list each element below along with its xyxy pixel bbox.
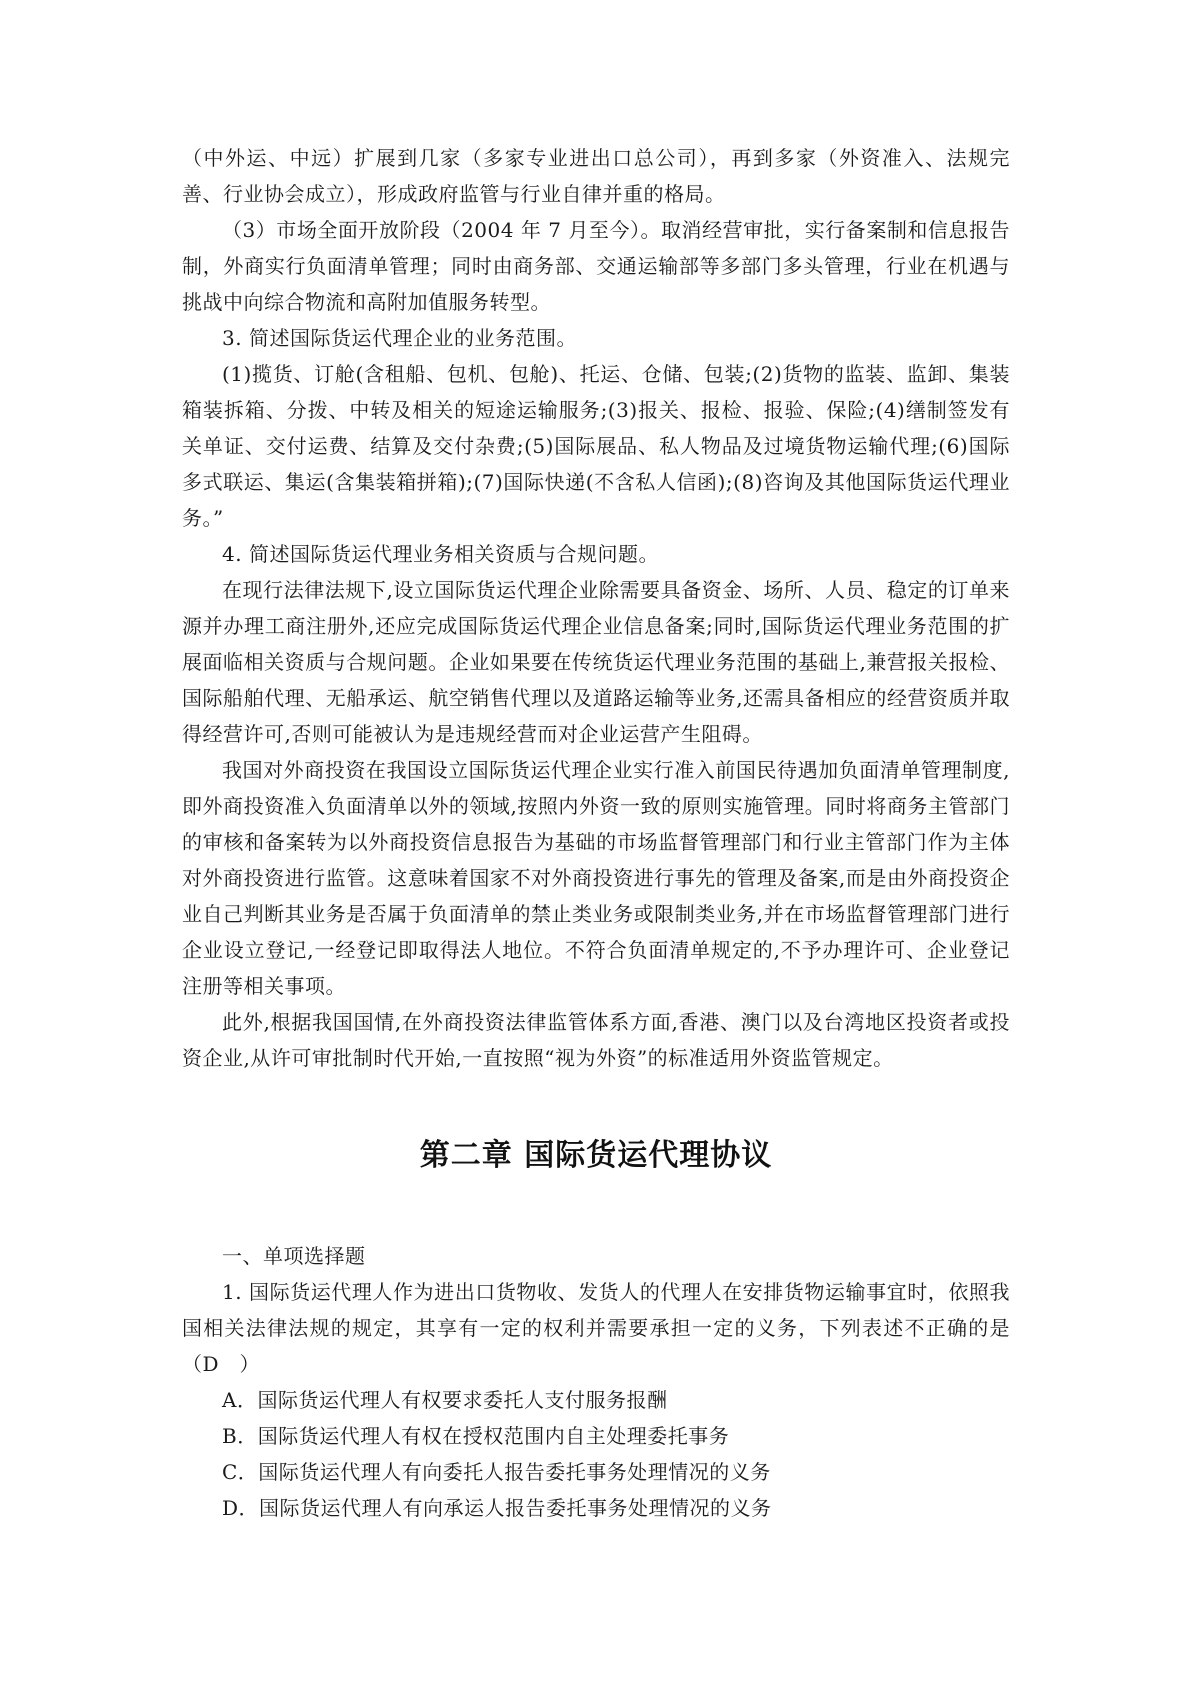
option-a: A．国际货运代理人有权要求委托人支付服务报酬 — [222, 1388, 668, 1412]
paragraph: （中外运、中远）扩展到几家（多家专业进出口总公司），再到多家（外资准入、法规完善、行业协会成立），形成政府监管与行业自律并重的格局。 — [182, 146, 1010, 206]
paragraph: 在现行法律法规下,设立国际货运代理企业除需要具备资金、场所、人员、稳定的订单来源并办理工商注册外,还应完成国际货运代理企业信息备案;同时,国际货运代理业务范围的扩展面临相关资质与合规问题。企业如果要在传统货运代理业务范围的基础上,兼营报关报检、国际船舶代理、无船承运、航空销售代理以及道路运输等业务,还需具备相应的经营资质并取得经营许可,否则可能被认为是违规经营而对企业运营产生阻碍。 — [182, 578, 1010, 746]
option-c: C．国际货运代理人有向委托人报告委托事务处理情况的义务 — [222, 1460, 771, 1484]
paragraph: （3）市场全面开放阶段（2004 年 7 月至今）。取消经营审批，实行备案制和信息报告制，外商实行负面清单管理；同时由商务部、交通运输部等多部门多头管理，行业在机遇与挑战中向综合物流和高附加值服务转型。 — [182, 218, 1010, 314]
question-heading: 3. 简述国际货运代理企业的业务范围。 — [222, 326, 577, 350]
question-stem: 1. 国际货运代理人作为进出口货物收、发货人的代理人在安排货物运输事宜时，依照我国相关法律法规的规定，其享有一定的权利并需要承担一定的义务，下列表述不正确的是（D ） — [182, 1280, 1010, 1376]
section-title: 一、单项选择题 — [222, 1244, 366, 1268]
paragraph: (1)揽货、订舱(含租船、包机、包舱)、托运、仓储、包装;(2)货物的监装、监卸、集装箱装拆箱、分拨、中转及相关的短途运输服务;(3)报关、报检、报验、保险;(4)缮制签发有关单证、交付运费、结算及交付杂费;(5)国际展品、私人物品及过境货物运输代理;(6)国际多式联运、集运(含集装箱拼箱);(7)国际快递(不含私人信函);(8)咨询及其他国际货运代理业务。” — [182, 362, 1010, 530]
question-block — [182, 1274, 1010, 1526]
document-page — [182, 140, 1010, 1526]
paragraph: 此外,根据我国国情,在外商投资法律监管体系方面,香港、澳门以及台湾地区投资者或投资企业,从许可审批制时代开始,一直按照“视为外资”的标准适用外资监管规定。 — [182, 1010, 1010, 1070]
body-text-before-chapter — [182, 140, 1010, 1076]
option-b: B．国际货运代理人有权在授权范围内自主处理委托事务 — [222, 1424, 730, 1448]
chapter-title: 第二章 国际货运代理协议 — [419, 1138, 773, 1173]
paragraph: 我国对外商投资在我国设立国际货运代理企业实行准入前国民待遇加负面清单管理制度,即外商投资准入负面清单以外的领域,按照内外资一致的原则实施管理。同时将商务主管部门的审核和备案转为以外商投资信息报告为基础的市场监督管理部门和行业主管部门作为主体对外商投资进行监管。这意味着国家不对外商投资进行事先的管理及备案,而是由外商投资企业自己判断其业务是否属于负面清单的禁止类业务或限制类业务,并在市场监督管理部门进行企业设立登记,一经登记即取得法人地位。不符合负面清单规定的,不予办理许可、企业登记注册等相关事项。 — [182, 758, 1010, 998]
question-heading: 4. 简述国际货运代理业务相关资质与合规问题。 — [222, 542, 659, 566]
option-d: D．国际货运代理人有向承运人报告委托事务处理情况的义务 — [222, 1496, 772, 1520]
